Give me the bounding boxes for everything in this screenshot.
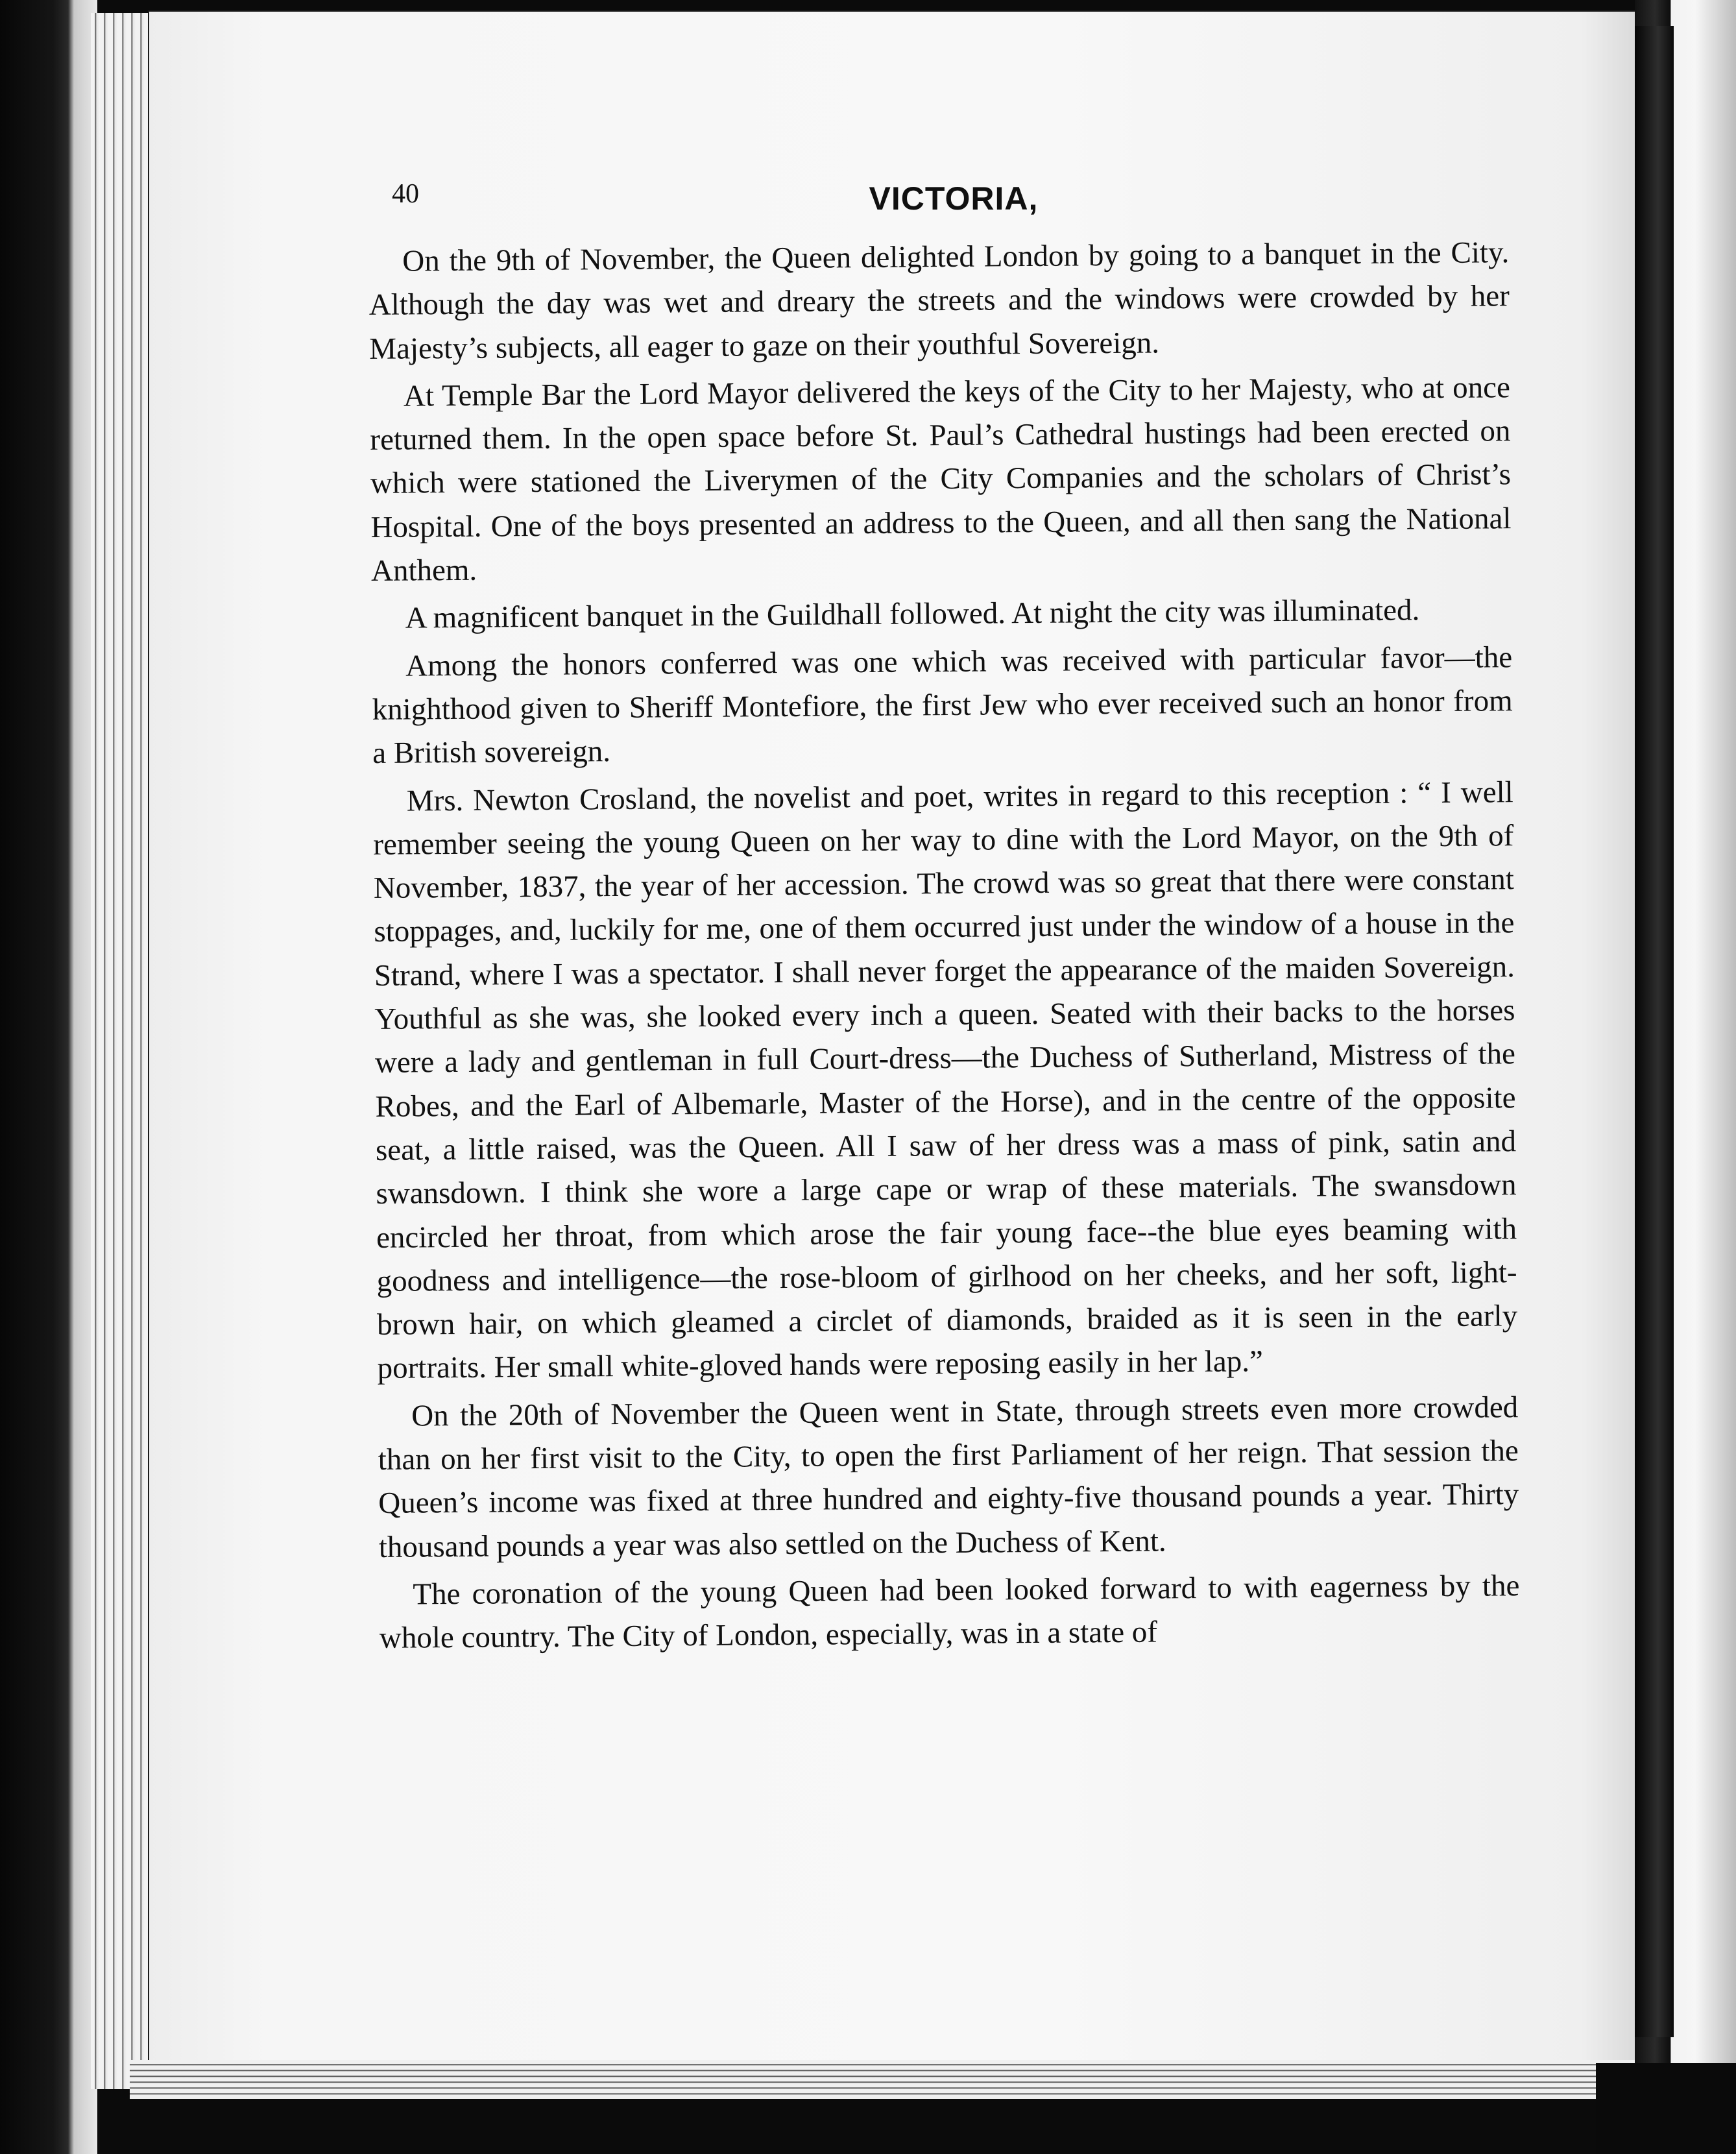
body-text bbox=[368, 231, 1520, 1664]
paragraph: On the 9th of November, the Queen delighted London by going to a banquet in the City. Although the day was wet and dreary the streets and the windows were crowded by her Majesty’s subjects, all eager to gaze on their youthful Sovereign. bbox=[368, 236, 1510, 366]
scan-border-bottom-right bbox=[1596, 2063, 1736, 2154]
paragraph: Mrs. Newton Crosland, the novelist and poet, writes in regard to this reception : “ I well remember seeing the young Queen on her way to dine with the Lord Mayor, on the 9th of November, 1837, the year of her accession. The crowd was so great that there were constant stoppages, and, luckily for me, one of them occurred just under the window of a house in the Strand, where I was a spectator. I shall never forget the appearance of the maiden Sovereign. Youthful as she was, she looked every inch a queen. Seated with their backs to the horses were a lady and gentleman in full Court-dress—the Duchess of Sutherland, Mistress of the Robes, and the Earl of Albemarle, Master of the Horse), and in the centre of the opposite seat, a little raised, was the Queen. All I saw of her dress was a mass of pink, satin and swansdown. I think she wore a large cape or wrap of these materials. The swansdown encircled her throat, from which arose the fair young face--the blue eyes beaming with goodness and intelligence—the rose-bloom of girlhood on her cheeks, and her soft, light-brown hair, on which gleamed a circlet of diamonds, braided as it is seen in the early portraits. Her small white-gloved hands were reposing easily in her lap.” bbox=[373, 775, 1518, 1386]
page-number: 40 bbox=[392, 179, 419, 209]
paragraph: A magnificent banquet in the Guildhall followed. At night the city was illuminated. bbox=[405, 593, 1420, 635]
paragraph: On the 20th of November the Queen went in State, through streets even more crowded than on her first visit to the City, to open the first Parliament of her reign. That session the Queen’s income was fixed at three hundred and eighty-five thousand pounds a year. Thirty thousand pounds a year was also settled on the Duchess of Kent. bbox=[378, 1390, 1519, 1564]
running-title: VICTORIA, bbox=[869, 180, 1039, 217]
stacked-page-bottom-edges bbox=[130, 2060, 1641, 2099]
page-header bbox=[383, 172, 1525, 224]
paragraph: At Temple Bar the Lord Mayor delivered the keys of the City to her Majesty, who at once returned them. In the open space before St. Paul’s Cathedral hustings had been erected on which were stationed the Liverymen of the City Companies and the scholars of Christ’s Hospital. One of the boys presented an address to the Queen, and all then sang the National Anthem. bbox=[370, 370, 1512, 588]
paragraph: The coronation of the young Queen had been looked forward to with eagerness by the whole country. The City of London, especially, was in a state of bbox=[379, 1569, 1520, 1656]
binding-shadow bbox=[1635, 26, 1674, 2037]
paragraph: Among the honors conferred was one which was received with particular favor—the knighthood given to Sheriff Montefiore, the first Jew who ever received such an honor from a British sovereign. bbox=[372, 640, 1513, 771]
scan-border-left bbox=[0, 0, 97, 2154]
